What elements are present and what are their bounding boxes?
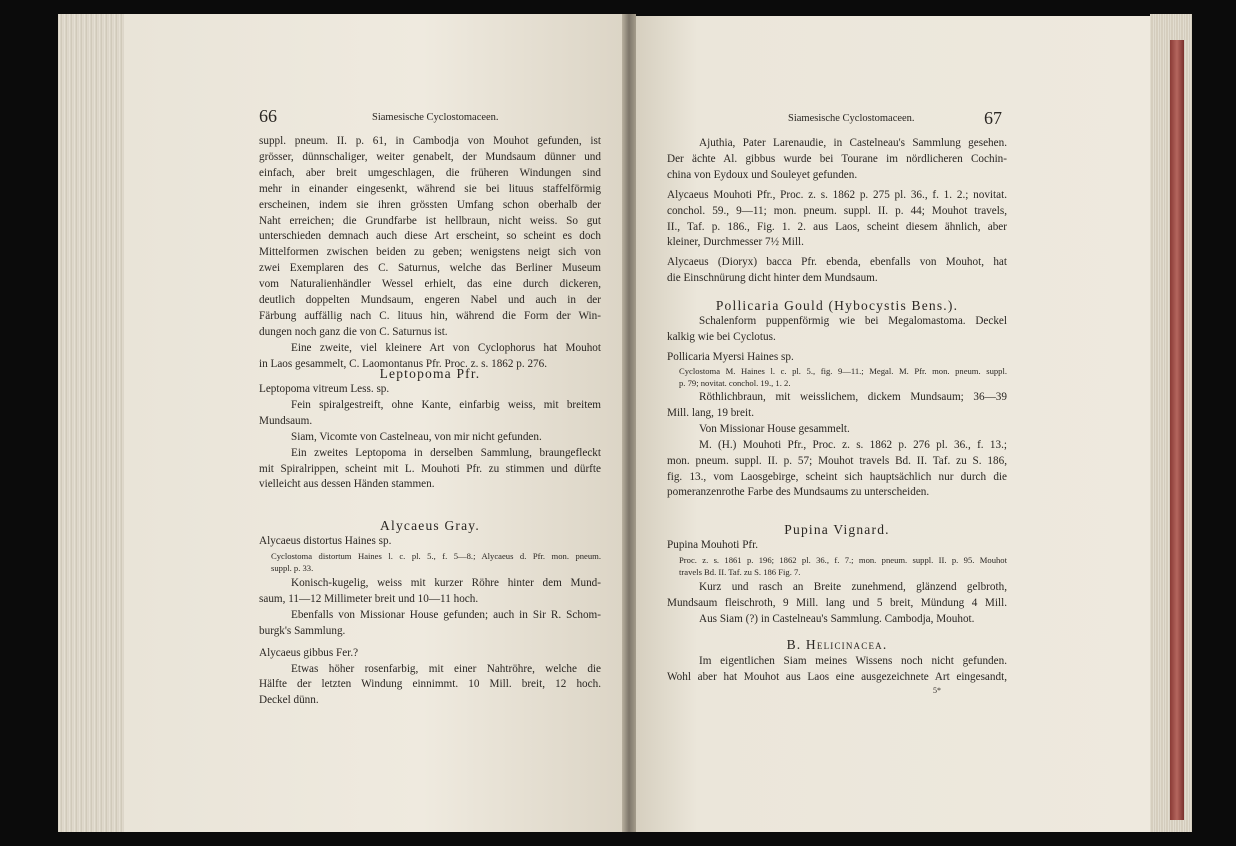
text-line: Ajuthia, Pater Larenaudie, in Castelneau's Sammlung gesehen. (699, 137, 1007, 149)
text-line: Naht erreichen; die Grundfarbe ist hellbraun, nicht weiss. So gut (259, 214, 601, 227)
text-line: china von Eydoux und Souleyet gefunden. (667, 168, 858, 181)
citation-line: Cyclostoma distortum Haines l. c. pl. 5., f. 5—8.; Alycaeus d. Pfr. mon. pneum. (271, 551, 601, 561)
citation-block (667, 366, 1007, 389)
text-line: in Laos gesammelt, C. Laomontanus Pfr. Proc. z. s. 1862 p. 276. (259, 357, 548, 370)
text-line: mon. pneum. suppl. II. p. 57; Mouhot travels Bd. II. Taf. zu S. 186, (667, 454, 1007, 467)
text-line: II., Taf. p. 186., Fig. 1. 2. aus Laos, scheint diesem ähnlich, aber (667, 220, 1007, 233)
text-line: Der ächte Al. gibbus wurde bei Tourane im nördlicheren Cochin- (667, 152, 1007, 165)
text-line: unterschieden demnach auch diese Art erscheint, so scheint es doch (259, 230, 601, 243)
text-block-4 (667, 538, 1007, 554)
text-block-1 (667, 136, 1007, 287)
text-line: Alycaeus distortus Haines sp. (259, 535, 392, 547)
text-line: Eine zweite, viel kleinere Art von Cyclophorus hat Mouhot (291, 341, 601, 354)
text-line: Von Missionar House gesammelt. (699, 422, 850, 435)
page-number: 66 (259, 106, 277, 126)
citation-line: Proc. z. s. 1861 p. 196; 1862 pl. 36., f. 7.; mon. pneum. suppl. II. p. 95. Mouhot (679, 555, 1007, 565)
text-block-2 (667, 314, 1007, 366)
text-line: Pupina Mouhoti Pfr. (667, 539, 759, 551)
text-line: Aus Siam (?) in Castelneau's Sammlung. Cambodja, Mouhot. (699, 612, 975, 625)
text-line: deutlich doppelten Mundsaum, engeren Nabel und auch in der (259, 294, 601, 307)
text-line: kalkig wie bei Cyclotus. (667, 330, 776, 343)
text-line: M. (H.) Mouhoti Pfr., Proc. z. s. 1862 p. 276 pl. 36., f. 13.; (699, 438, 1007, 451)
text-line: vom Naturalienhändler Wessel erhielt, das eine durch dickeren, (259, 278, 601, 291)
text-line: Deckel dünn. (259, 694, 319, 707)
text-line: einfach, aber breit umgeschlagen, die früheren Windungen sind (259, 166, 601, 179)
text-line: Ein zweites Leptopoma in derselben Sammlung, braungefleckt (291, 446, 601, 459)
text-line: Fein spiralgestreift, ohne Kante, einfarbig weiss, mit breitem (291, 398, 601, 411)
text-line: Mundsaum. (259, 414, 313, 427)
text-line: burgk's Sammlung. (259, 624, 346, 637)
left-page-edges (58, 14, 124, 832)
text-line: mit Spiralrippen, scheint mit L. Mouhoti Pfr. zu stimmen und dürfte (259, 462, 601, 475)
text-line: vielleicht aus dessen Händen stammen. (259, 478, 435, 491)
text-line: pomeranzenrothe Farbe des Mundsaums zu unterscheiden. (667, 486, 930, 499)
section-heading: Alycaeus Gray. (380, 518, 480, 533)
running-head: Siamesische Cyclostomaceen. (372, 112, 499, 123)
text-line: conchol. 59., 9—11; mon. pneum. suppl. II. p. 44; Mouhot travels, (667, 204, 1007, 217)
text-line: Ebenfalls von Missionar House gefunden; auch in Sir R. Schom- (291, 608, 601, 621)
section-heading: Pollicaria Gould (Hybocystis Bens.). (715, 298, 959, 313)
citation-block (259, 551, 601, 574)
signature-mark: 5* (933, 686, 941, 695)
citation-block (667, 555, 1007, 578)
text-line: mehr in einander eingesenkt, während sie bei lituus staffelförmig (259, 182, 601, 195)
text-line: fig. 13., vom Laosgebirge, scheint sich hauptsächlich nur durch die (667, 470, 1007, 483)
citation-line: travels Bd. II. Taf. zu S. 186 Fig. 7. (679, 566, 801, 577)
text-line: saum, 11—12 Millimeter breit und 10—11 hoch. (259, 592, 479, 605)
left-page (124, 14, 622, 832)
text-block-5 (667, 580, 1007, 628)
text-line: Mundsaum fleischroth, 9 Mill. lang und 5 breit, Mündung 4 Mill. (667, 596, 1007, 609)
text-line: Leptopoma vitreum Less. sp. (259, 383, 390, 395)
text-block-3 (667, 390, 1007, 501)
text-block-1 (259, 134, 601, 373)
text-line: Färbung auffällig nach C. lituus hin, während die Form der Win- (259, 309, 601, 322)
text-block-4 (259, 576, 601, 709)
text-block-2 (259, 382, 601, 493)
text-line: Etwas höher rosenfarbig, mit einer Nahtröhre, welche die (291, 662, 601, 675)
book-binding (1170, 40, 1184, 820)
text-block-6 (667, 654, 1007, 686)
text-line: Alycaeus Mouhoti Pfr., Proc. z. s. 1862 p. 275 pl. 36., f. 1. 2.; novitat. (667, 188, 1007, 201)
text-line: Röthlichbraun, mit weisslichem, dickem Mundsaum; 36—39 (699, 391, 1007, 403)
section-heading: B. Helicinacea. (786, 637, 888, 652)
text-line: Mill. lang, 19 breit. (667, 406, 755, 419)
text-line: Siam, Vicomte von Castelneau, von mir nicht gefunden. (291, 430, 542, 443)
text-line: zwei Exemplaren des C. Saturnus, welche das Berliner Museum (259, 262, 601, 275)
citation-line: p. 79; novitat. conchol. 19., 1. 2. (679, 377, 791, 388)
section-heading: Pupina Vignard. (784, 522, 890, 537)
text-line: kleiner, Durchmesser 7½ Mill. (667, 236, 804, 249)
text-line: Wohl aber hat Mouhot aus Laos eine ausgezeichnete Art eingesandt, (667, 670, 1007, 683)
running-head: Siamesische Cyclostomaceen. (788, 113, 915, 124)
section-heading: Leptopoma Pfr. (379, 366, 481, 381)
citation-line: Cyclostoma M. Haines l. c. pl. 5., fig. 9—11.; Megal. M. Pfr. mon. pneum. suppl. (679, 366, 1007, 376)
text-line: Hälfte der letzten Windung einnimmt. 10 Mill. breit, 12 hoch. (259, 678, 601, 691)
text-line: erscheinen, indem sie ihren grössten Umfang schon oberhalb der (259, 198, 601, 211)
book-gutter (622, 14, 636, 832)
text-line: suppl. pneum. II. p. 61, in Cambodja von Mouhot gefunden, ist (259, 135, 601, 147)
text-line: dungen noch ganz die von C. Saturnus ist. (259, 325, 448, 338)
text-line: Kurz und rasch an Breite zunehmend, glänzend gelbroth, (699, 581, 1007, 593)
text-line: Mittelformen zwischen beiden zu geben; wenigstens neigt sich von (259, 246, 601, 259)
text-line: Schalenform puppenförmig wie bei Megalomastoma. Deckel (699, 315, 1007, 327)
page-number: 67 (984, 108, 1002, 128)
text-block-3 (259, 534, 601, 550)
text-line: Im eigentlichen Siam meines Wissens noch nicht gefunden. (699, 655, 1007, 667)
text-line: grösser, dünnschaliger, weiter genabelt, der Mundsaum dünner und (259, 150, 601, 163)
text-line: Pollicaria Myersi Haines sp. (667, 350, 794, 363)
text-line: Alycaeus gibbus Fer.? (259, 646, 359, 659)
citation-line: suppl. p. 33. (271, 562, 314, 573)
text-line: Konisch-kugelig, weiss mit kurzer Röhre hinter dem Mund- (291, 577, 601, 589)
text-line: Alycaeus (Dioryx) bacca Pfr. ebenda, ebenfalls von Mouhot, hat (667, 256, 1007, 269)
text-line: die Einschnürung dicht hinter dem Mundsaum. (667, 272, 878, 285)
right-page (636, 16, 1150, 832)
